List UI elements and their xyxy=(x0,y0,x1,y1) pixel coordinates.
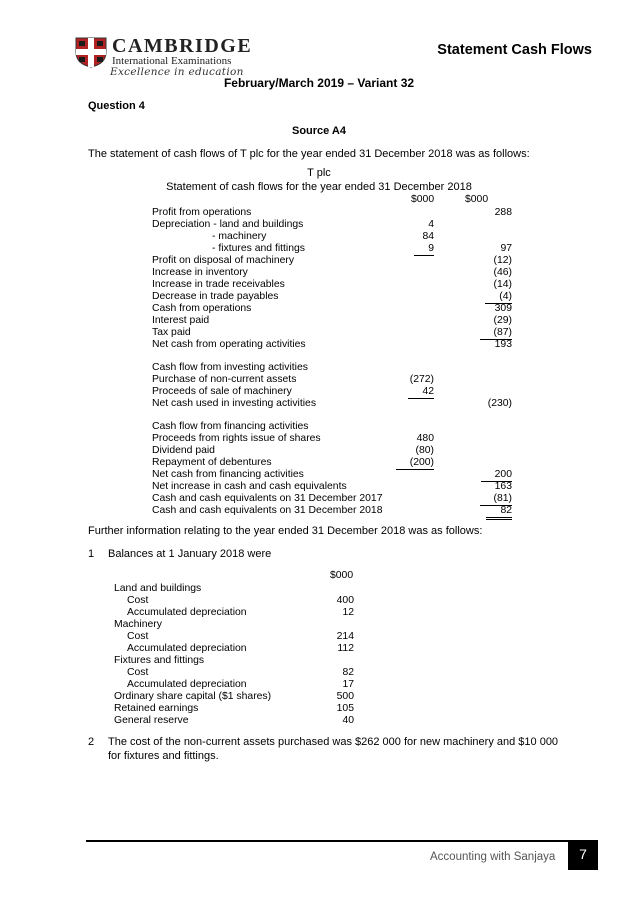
row-label: Profit from operations xyxy=(152,207,252,218)
row-label: Dividend paid xyxy=(152,445,215,456)
row-label: Increase in inventory xyxy=(152,267,248,278)
row-value-2: (4) xyxy=(485,290,512,304)
note-1-number: 1 xyxy=(88,548,95,560)
balance-label: Retained earnings xyxy=(114,703,199,714)
brand-subname: International Examinations xyxy=(112,55,232,67)
source-label: Source A4 xyxy=(291,125,346,137)
balances-column-header: $000 xyxy=(330,570,354,581)
statement-row xyxy=(152,397,512,410)
balance-row xyxy=(114,655,354,667)
intro-text: The statement of cash flows of T plc for the year ended 31 December 2018 was as follows: xyxy=(88,148,530,160)
footer-text: Accounting with Sanjaya xyxy=(430,851,556,863)
row-label: - fixtures and fittings xyxy=(212,243,305,254)
balance-row xyxy=(114,691,354,703)
row-value-2: 97 xyxy=(500,243,512,254)
balance-row xyxy=(114,631,354,643)
row-label: Cash and cash equivalents on 31 December 2017 xyxy=(152,493,383,504)
row-value-2: (81) xyxy=(480,492,512,506)
row-value-2: 193 xyxy=(494,339,512,350)
row-label: Cash flow from financing activities xyxy=(152,421,309,432)
balance-row xyxy=(114,619,354,631)
crest-icon xyxy=(74,36,108,68)
exam-session: February/March 2019 – Variant 32 xyxy=(223,76,415,90)
row-label: Net increase in cash and cash equivalents xyxy=(152,481,347,492)
balance-value: 82 xyxy=(342,667,354,678)
row-value-2: 288 xyxy=(494,207,512,218)
balance-label: General reserve xyxy=(114,715,189,726)
balance-row xyxy=(114,667,354,679)
balance-value: 12 xyxy=(342,607,354,618)
row-label: Increase in trade receivables xyxy=(152,279,285,290)
note-1-text: Balances at 1 January 2018 were xyxy=(108,548,272,560)
row-label: Purchase of non-current assets xyxy=(152,374,297,385)
row-value-2: (12) xyxy=(493,255,512,266)
row-value-2: (14) xyxy=(493,279,512,290)
balance-row xyxy=(114,595,354,607)
balance-row xyxy=(114,607,354,619)
statement-heading: Statement of cash flows for the year ended 31 December 2018 xyxy=(166,181,472,193)
row-label: Net cash from financing activities xyxy=(152,469,304,480)
row-value-2: 309 xyxy=(494,303,512,314)
balance-value: 112 xyxy=(337,643,354,654)
balance-value: 500 xyxy=(336,691,354,702)
row-label: - machinery xyxy=(212,231,267,242)
row-label: Net cash from operating activities xyxy=(152,339,306,350)
question-number: Question 4 xyxy=(88,100,145,112)
page-number: 7 xyxy=(568,840,598,870)
row-label: Profit on disposal of machinery xyxy=(152,255,295,266)
row-label: Repayment of debentures xyxy=(152,457,272,468)
balance-row xyxy=(114,643,354,655)
row-value-1: 4 xyxy=(428,219,434,230)
brand-name: CAMBRIDGE xyxy=(112,35,253,57)
column-header-1: $000 xyxy=(411,194,435,205)
row-label: Decrease in trade payables xyxy=(152,291,279,302)
row-value-1: (200) xyxy=(396,456,434,470)
balance-value: 40 xyxy=(342,715,354,726)
row-label: Cash from operations xyxy=(152,303,252,314)
row-label: Tax paid xyxy=(152,327,191,338)
balance-label: Land and buildings xyxy=(114,583,202,594)
row-label: Proceeds from rights issue of shares xyxy=(152,433,321,444)
statement-row xyxy=(152,338,512,351)
balance-label: Cost xyxy=(127,631,149,642)
row-label: Interest paid xyxy=(152,315,210,326)
row-value-1: 84 xyxy=(422,231,434,242)
row-value-2: 163 xyxy=(494,481,512,492)
row-label: Cash flow from investing activities xyxy=(152,362,308,373)
balance-label: Cost xyxy=(127,667,149,678)
balance-label: Accumulated depreciation xyxy=(127,607,247,618)
balance-label: Fixtures and fittings xyxy=(114,655,205,666)
row-value-1: (272) xyxy=(409,374,434,385)
balance-value: 17 xyxy=(342,679,354,690)
balance-row xyxy=(114,715,354,727)
brand-tagline: Excellence in education xyxy=(110,66,244,78)
row-value-2: (29) xyxy=(493,315,512,326)
balance-row xyxy=(114,583,354,595)
row-value-1: 9 xyxy=(414,242,434,256)
balance-label: Cost xyxy=(127,595,149,606)
row-value-2: (46) xyxy=(493,267,512,278)
balance-label: Ordinary share capital ($1 shares) xyxy=(114,691,272,702)
company-name: T plc xyxy=(307,167,331,179)
footer-divider xyxy=(86,840,598,842)
cambridge-logo xyxy=(74,34,274,80)
note-2-text: The cost of the non-current assets purchased was $262 000 for new machinery and $10 000 for fixtures and fittings. xyxy=(108,736,559,762)
balance-label: Accumulated depreciation xyxy=(127,679,247,690)
balance-label: Machinery xyxy=(114,619,162,630)
balance-row xyxy=(114,703,354,715)
row-value-2: 82 xyxy=(486,504,512,520)
balance-row xyxy=(114,679,354,691)
further-info-text: Further information relating to the year ended 31 December 2018 was as follows: xyxy=(88,525,483,537)
row-value-1: 42 xyxy=(408,385,434,399)
row-label: Net cash used in investing activities xyxy=(152,398,317,409)
balance-value: 400 xyxy=(336,595,354,606)
row-value-2: (87) xyxy=(480,326,512,340)
balance-value: 214 xyxy=(336,631,354,642)
row-label: Depreciation - land and buildings xyxy=(152,219,304,230)
row-value-2: 200 xyxy=(481,468,512,482)
row-value-1: 480 xyxy=(416,433,434,444)
balance-value: 105 xyxy=(336,703,354,714)
row-label: Proceeds of sale of machinery xyxy=(152,386,292,397)
row-value-2: (230) xyxy=(487,398,512,409)
page-header-title: Statement Cash Flows xyxy=(437,42,592,58)
statement-row xyxy=(152,504,512,517)
row-value-1: (80) xyxy=(415,445,434,456)
row-label: Cash and cash equivalents on 31 December 2018 xyxy=(152,505,383,516)
note-2-number: 2 xyxy=(88,736,95,748)
column-header-2: $000 xyxy=(465,194,489,205)
balance-label: Accumulated depreciation xyxy=(127,643,247,654)
